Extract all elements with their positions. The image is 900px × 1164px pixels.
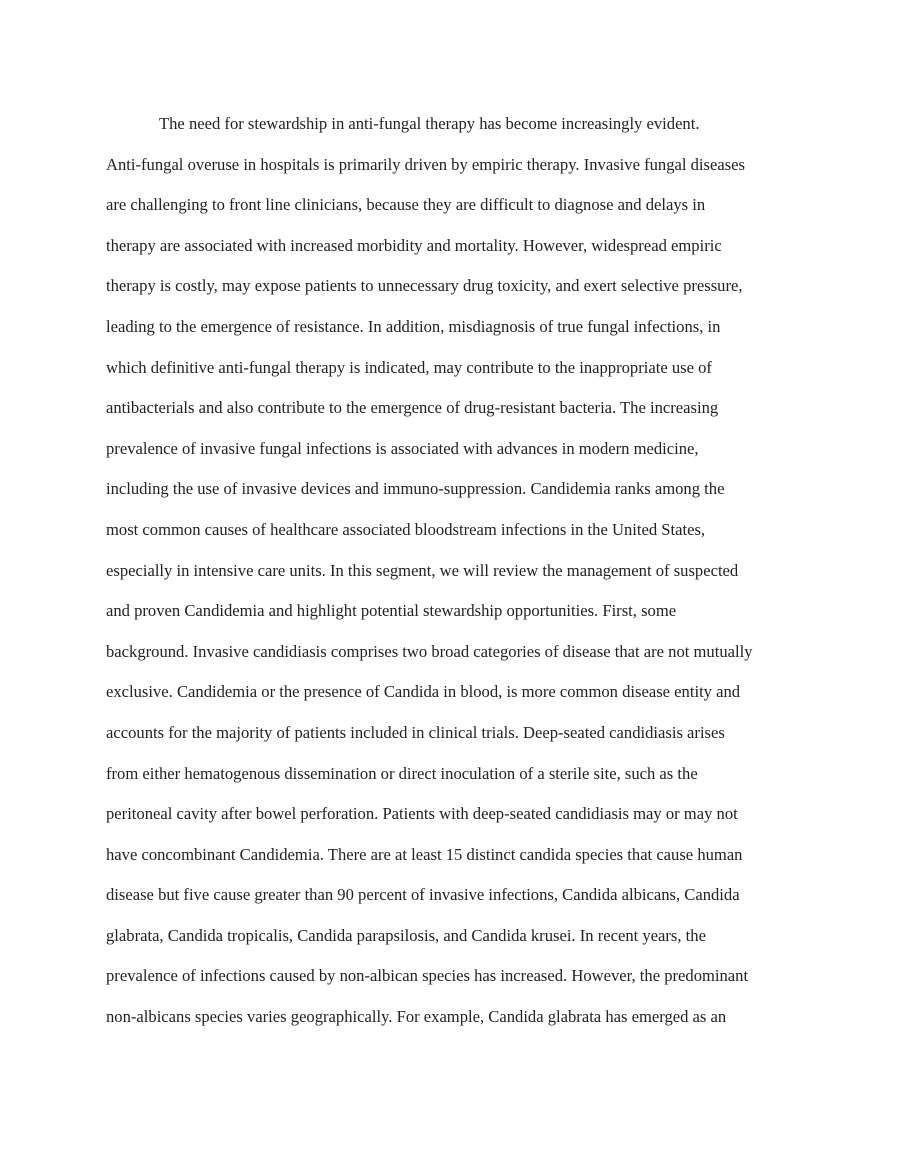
paragraph-line: Anti-fungal overuse in hospitals is primarily driven by empiric therapy. Invasive fungal diseases	[106, 154, 746, 174]
paragraph-line: exclusive. Candidemia or the presence of Candida in blood, is more common disease entity and	[106, 682, 741, 702]
paragraph-line: The need for stewardship in anti-fungal therapy has become increasingly evident.	[159, 114, 700, 133]
paragraph-line: accounts for the majority of patients included in clinical trials. Deep-seated candidiasis arises	[106, 722, 725, 742]
paragraph-line: have concombinant Candidemia. There are at least 15 distinct candida species that cause human	[106, 844, 743, 864]
paragraph-line: antibacterials and also contribute to the emergence of drug-resistant bacteria. The increasing	[106, 398, 719, 418]
paragraph-line: and proven Candidemia and highlight potential stewardship opportunities. First, some	[106, 601, 677, 621]
paragraph-line: most common causes of healthcare associated bloodstream infections in the United States,	[106, 519, 706, 539]
paragraph-line: peritoneal cavity after bowel perforation. Patients with deep-seated candidiasis may or may not	[106, 804, 738, 824]
paragraph-line: background. Invasive candidiasis comprises two broad categories of disease that are not mutually	[106, 641, 753, 661]
paragraph-line: which definitive anti-fungal therapy is indicated, may contribute to the inappropriate use of	[106, 357, 712, 377]
paragraph-line: prevalence of invasive fungal infections is associated with advances in modern medicine,	[106, 438, 699, 458]
paragraph-line: glabrata, Candida tropicalis, Candida parapsilosis, and Candida krusei. In recent years, the	[106, 925, 706, 945]
paragraph-line: non-albicans species varies geographically. For example, Candida glabrata has emerged as an	[106, 1007, 727, 1027]
paragraph-line: especially in intensive care units. In this segment, we will review the management of suspected	[106, 560, 739, 580]
paragraph-line: therapy is costly, may expose patients to unnecessary drug toxicity, and exert selective pressure,	[106, 276, 743, 296]
paragraph-line: therapy are associated with increased morbidity and mortality. However, widespread empiric	[106, 235, 722, 255]
body-paragraph	[106, 104, 806, 1038]
paragraph-line: prevalence of infections caused by non-albican species has increased. However, the predominant	[106, 966, 749, 986]
paragraph-line: leading to the emergence of resistance. In addition, misdiagnosis of true fungal infections, in	[106, 316, 721, 336]
paragraph-line: are challenging to front line clinicians, because they are difficult to diagnose and delays in	[106, 195, 706, 215]
paragraph-line: disease but five cause greater than 90 percent of invasive infections, Candida albicans, Candida	[106, 885, 740, 905]
paragraph-line: from either hematogenous dissemination or direct inoculation of a sterile site, such as the	[106, 763, 698, 783]
paragraph-line: including the use of invasive devices and immuno-suppression. Candidemia ranks among the	[106, 479, 725, 499]
